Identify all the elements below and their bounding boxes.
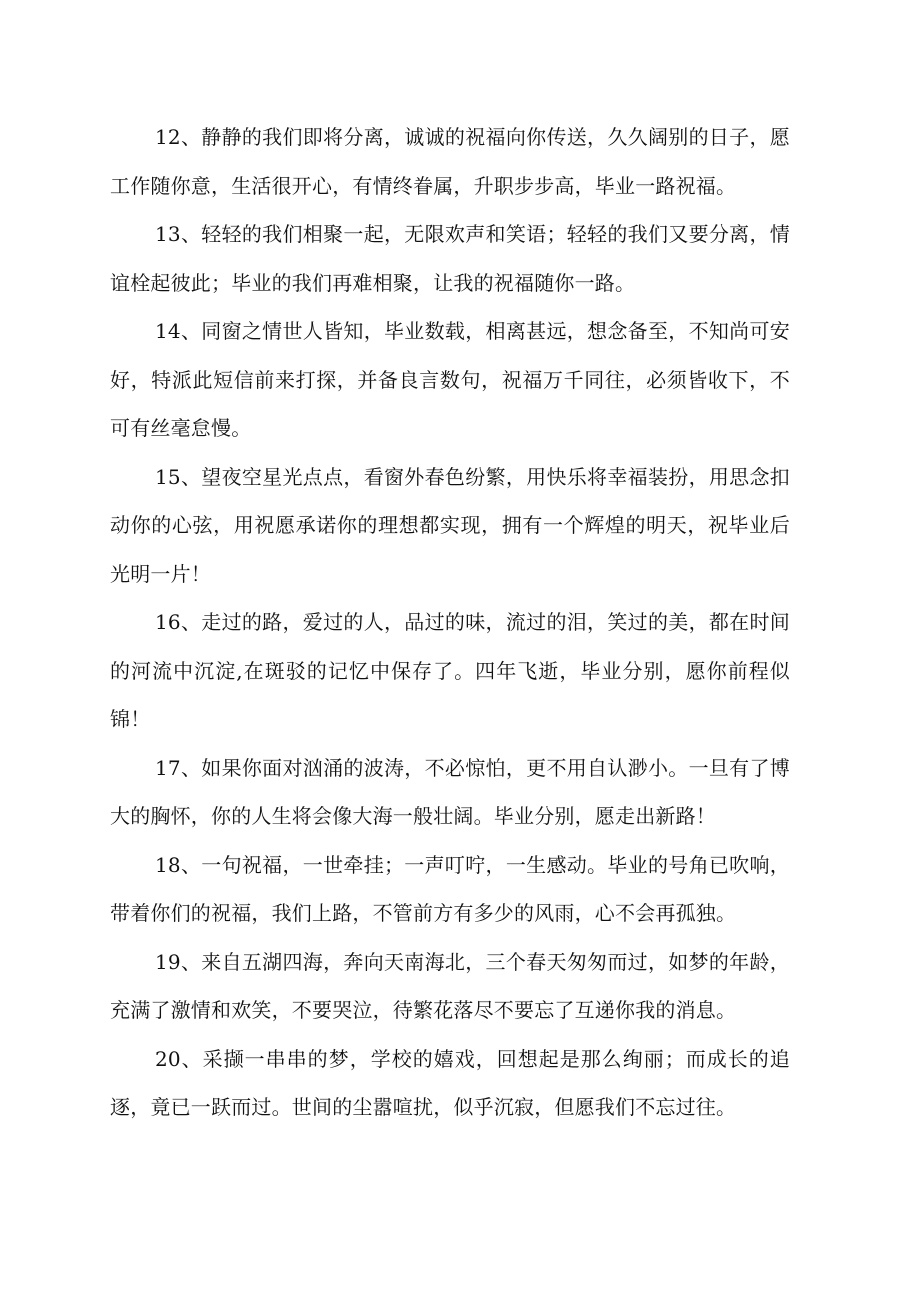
- document-body: [110, 113, 790, 1132]
- paragraph-18: [110, 841, 790, 938]
- paragraph-line: 20、采撷一串串的梦，学校的嬉戏，回想起是那么绚丽；而成长的追: [155, 1046, 790, 1071]
- paragraph-line: 间的河流中沉淀,在斑驳的记忆中保存了。四年飞逝，毕业分别，愿你前程: [110, 610, 790, 683]
- paragraph-15: [110, 453, 790, 599]
- paragraph-17: [110, 744, 790, 841]
- paragraph-19: [110, 938, 790, 1035]
- paragraph-line: 19、来自五湖四海，奔向天南海北，三个春天匆匆而过，如梦的年龄，: [155, 949, 790, 974]
- paragraph-line: 17、如果你面对汹涌的波涛，不必惊怕，更不用自认渺小。一旦有了: [155, 755, 770, 780]
- paragraph-line: 博大的胸怀，你的人生将会像大海一般壮阔。毕业分别，愿走出新路！: [110, 755, 790, 828]
- paragraph-14: [110, 307, 790, 453]
- paragraph-line: 情谊栓起彼此；毕业的我们再难相聚，让我的祝福随你一路。: [110, 222, 790, 295]
- paragraph-line: 不可有丝毫怠慢。: [110, 367, 790, 440]
- paragraph-line: 15、望夜空星光点点，看窗外春色纷繁，用快乐将幸福装扮，用思念: [155, 464, 770, 489]
- paragraph-line: 业后光明一片！: [110, 513, 790, 586]
- paragraph-16: [110, 598, 790, 744]
- paragraph-line: 14、同窗之情世人皆知，毕业数载，相离甚远，想念备至，不知尚可: [155, 319, 770, 343]
- paragraph-line: 似锦！: [110, 658, 790, 731]
- paragraph-line: 逐，竟已一跃而过。世间的尘嚣喧扰，似乎沉寂，但愿我们不忘过往。: [110, 1095, 737, 1119]
- paragraph-line: 18、一句祝福，一世牵挂；一声叮咛，一生感动。毕业的号角已吹响，: [155, 852, 790, 877]
- paragraph-line: 带着你们的祝福，我们上路，不管前方有多少的风雨，心不会再孤独。: [110, 901, 737, 925]
- paragraph-line: 愿工作随你意，生活很开心，有情终眷属，升职步步高，毕业一路祝福。: [110, 125, 790, 198]
- paragraph-20: [110, 1035, 790, 1132]
- paragraph-line: 充满了激情和欢笑，不要哭泣，待繁花落尽不要忘了互递你我的消息。: [110, 998, 737, 1022]
- paragraph-13: [110, 210, 790, 307]
- paragraph-line: 安好，特派此短信前来打探，并备良言数句，祝福万千同往，必须皆收下，: [110, 319, 790, 392]
- paragraph-line: 13、轻轻的我们相聚一起，无限欢声和笑语；轻轻的我们又要分离，: [155, 222, 770, 246]
- paragraph-line: 12、静静的我们即将分离，诚诚的祝福向你传送，久久阔别的日子，: [155, 125, 770, 149]
- paragraph-12: [110, 113, 790, 210]
- paragraph-line: 16、走过的路，爱过的人，品过的味，流过的泪，笑过的美，都在时: [155, 610, 770, 634]
- paragraph-line: 扣动你的心弦，用祝愿承诺你的理想都实现，拥有一个辉煌的明天，祝毕: [110, 464, 790, 537]
